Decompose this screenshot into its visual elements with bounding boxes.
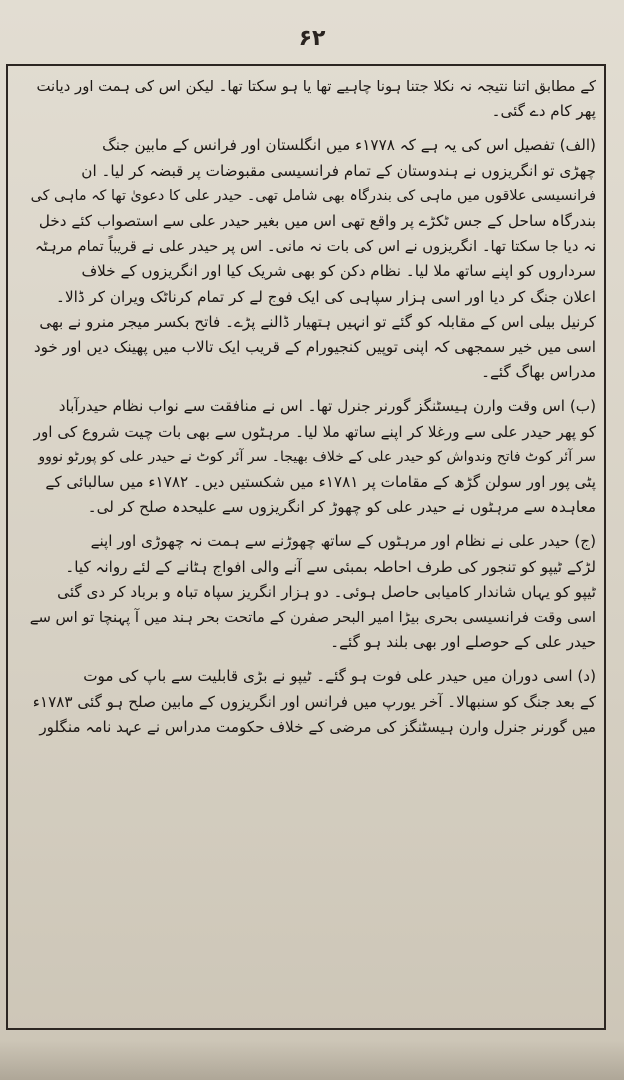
urdu-text-body	[30, 74, 596, 1024]
paragraph-be	[30, 394, 596, 520]
text-line: نہ دیا جا سکتا تھا۔ انگریزوں نے اس کی بات نہ مانی۔ اس پر حیدر علی نے قریباً تمام مرہٹہ	[34, 238, 596, 256]
paragraph-jeem	[30, 529, 596, 655]
text-line: فرانسیسی علاقوں میں ماہی کی بندرگاہ بھی شامل تھی۔ حیدر علی کا دعویٰ تھا کہ ماہی کی	[30, 187, 596, 204]
text-line: (د) اسی دوران میں حیدر علی فوت ہو گئے۔ ٹیپو نے بڑی قابلیت سے باپ کی موت	[83, 667, 596, 686]
text-line: پٹی پور اور سولن گڑھ کے مقامات پر ۱۷۸۱ء میں شکستیں دیں۔ ۱۷۸۲ء میں سالبائی کے	[45, 473, 596, 492]
text-line: کے بعد جنگ کو سنبھالا۔ آخر یورپ میں فرانس اور انگریزوں کے مابین صلح ہو گئی ۱۷۸۳ء	[32, 692, 596, 711]
paragraph-dal	[30, 664, 596, 740]
text-line: مدراس بھاگ گئے۔	[481, 363, 596, 382]
text-line: اسی میں خیر سمجھی کہ اپنی توپیں کنجیورام کے قریب ایک تالاب میں پھینک دیں اور خود	[33, 338, 596, 357]
text-line: (ب) اس وقت وارن ہیسٹنگز گورنر جنرل تھا۔ اس نے منافقت سے نواب نظام حیدرآباد	[58, 397, 596, 416]
paragraph-alif	[30, 133, 596, 385]
text-line: اسی وقت فرانسیسی بحری بیڑا امیر البحر صفرن کے ماتحت بحر ہند میں آ پہنچا تو اس سے	[30, 609, 596, 627]
text-frame	[6, 64, 606, 1030]
text-line: معاہدہ سے مرہٹوں نے حیدر علی کو چھوڑ کر انگریزوں سے علیحدہ صلح کر لی۔	[87, 498, 596, 517]
text-line: سرداروں کو اپنے ساتھ ملا لیا۔ نظام دکن کو بھی شریک کیا اور انگریزوں کے خلاف	[81, 262, 596, 281]
text-line: (الف) تفصیل اس کی یہ ہے کہ ۱۷۷۸ء میں انگلستان اور فرانس کے مابین جنگ	[102, 136, 596, 155]
text-line: لڑکے ٹیپو کو تنجور کی طرف احاطہ بمبئی سے آنے والی افواج ہٹانے کے لئے روانہ کیا۔	[65, 557, 596, 576]
text-line: (ج) حیدر علی نے نظام اور مرہٹوں کے ساتھ چھوڑنے سے ہمت نہ چھوڑی اور اپنے	[90, 532, 596, 551]
paragraph-intro	[30, 74, 596, 124]
text-line: کے مطابق اتنا نتیجہ نہ نکلا جتنا ہونا چاہیے تھا یا ہو سکتا تھا۔ لیکن اس کی ہمت اور دیانت	[36, 78, 596, 95]
text-line: کرنیل بیلی اس کے مقابلہ کو گئے تو انہیں ہتھیار ڈالنے پڑے۔ فاتح بکسر میجر منرو نے بھی	[39, 312, 596, 331]
text-line: سر آئر کوٹ فاتح وندواش کو حیدر علی کے خلاف بھیجا۔ سر آئر کوٹ نے حیدر علی کو پورٹو نووو	[38, 448, 596, 465]
text-line: پھر کام دے گئی۔	[491, 102, 596, 121]
text-line: کو پھر حیدر علی سے ورغلا کر اپنے ساتھ ملا لیا۔ مرہٹوں سے بھی بات چیت شروع کی اور	[33, 422, 596, 441]
page-number: ۶۲	[298, 26, 326, 51]
text-line: اعلان جنگ کر دیا اور اسی ہزار سپاہی کی ایک فوج لے کر تمام کرناٹک ویران کر ڈالا۔	[56, 287, 596, 306]
text-line: ٹیپو کو یہاں شاندار کامیابی حاصل ہوئی۔ دو ہزار انگریز سپاہ تباہ و برباد کر دی گئی	[57, 582, 596, 601]
text-line: چھڑی تو انگریزوں نے ہندوستان کے تمام فرانسیسی مقبوضات پر قبضہ کر لیا۔ ان	[81, 161, 596, 180]
text-line: بندرگاہ ساحل کے جس ٹکڑے پر واقع تھی اس میں بغیر حیدر علی سے استصواب کئے دخل	[38, 212, 596, 231]
page-bottom-edge	[0, 1040, 624, 1080]
text-line: میں گورنر جنرل وارن ہیسٹنگز کی مرضی کے خلاف حکومت مدراس نے عہد نامہ منگلور	[39, 717, 596, 736]
text-line: حیدر علی کے حوصلے اور بھی بلند ہو گئے۔	[330, 633, 596, 652]
